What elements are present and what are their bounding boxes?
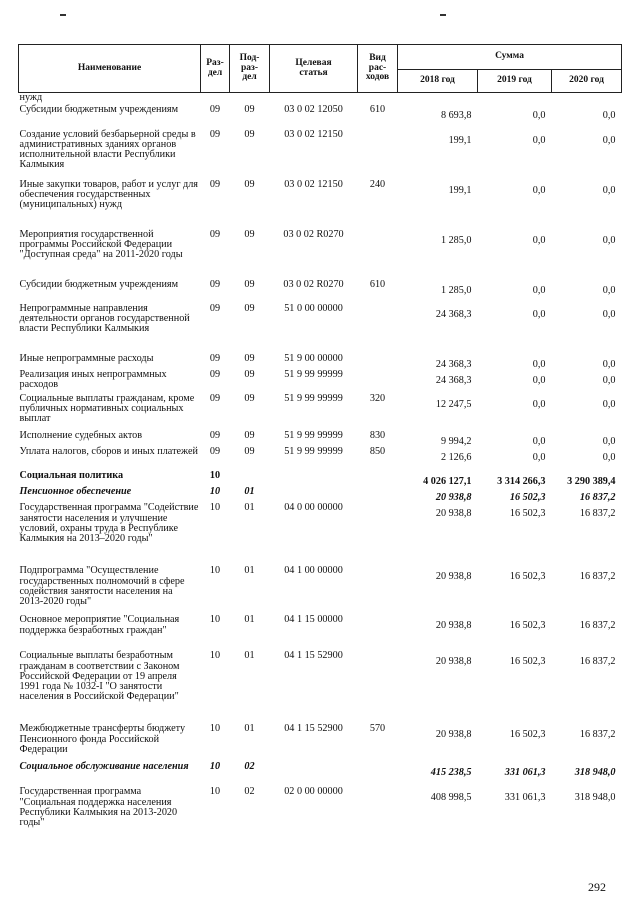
row-section: 10 (209, 502, 221, 514)
row-2020: 318 948,0 (574, 767, 616, 779)
table-row (19, 431, 622, 447)
row-type (358, 304, 398, 354)
row-section: 09 (209, 228, 221, 240)
row-type (358, 130, 398, 180)
row-2019: 0,0 (532, 451, 546, 463)
row-subsection: 09 (244, 278, 255, 290)
row-2018: 20 938,8 (435, 620, 472, 632)
row-2020: 0,0 (602, 374, 616, 386)
row-name: Субсидии бюджетным учреждениям (19, 278, 179, 290)
table-row (19, 615, 622, 651)
row-target: 03 0 02 R0270 (283, 228, 344, 240)
table-row (19, 447, 622, 471)
row-name: нужд (19, 92, 43, 103)
row-2018 (398, 93, 478, 105)
row-section: 09 (209, 103, 221, 115)
row-2018: 20 938,8 (435, 508, 472, 520)
row-section: 10 (209, 469, 221, 481)
row-2019: 0,0 (532, 284, 546, 296)
row-2019: 0,0 (532, 308, 546, 320)
table-row (19, 487, 622, 503)
row-2019: 16 502,3 (509, 729, 546, 741)
row-target (270, 762, 358, 787)
col-header-subsection: Под- раз- дел (230, 45, 270, 93)
row-name: Создание условий безбарьерной среды в административных зданиях органов исполнительной власти Республики Калмыкия (19, 128, 196, 171)
row-2019: 0,0 (532, 358, 546, 370)
row-section: 09 (209, 445, 221, 457)
row-name: Государственная программа "Содействие занятости населения и улучшение условий, охраны труда в Республике Калмыкия на 2013–2020 годы" (19, 502, 199, 544)
table-row (19, 651, 622, 724)
row-2020: 0,0 (602, 134, 616, 146)
row-2020: 318 948,0 (574, 792, 616, 804)
row-section: 10 (209, 565, 221, 577)
table-row (19, 93, 622, 105)
row-name: Иные непрограммные расходы (19, 352, 154, 364)
row-target: 04 1 15 52900 (284, 723, 343, 735)
row-2020: 16 837,2 (579, 508, 616, 520)
row-type: 320 (369, 392, 386, 404)
row-2019: 0,0 (532, 398, 546, 410)
table-row (19, 130, 622, 180)
table-row (19, 230, 622, 280)
table-row (19, 180, 622, 230)
row-2018: 20 938,8 (435, 656, 472, 668)
row-subsection: 09 (244, 128, 255, 140)
row-name: Социальные выплаты гражданам, кроме публичных нормативных социальных выплат (19, 392, 195, 425)
row-2019: 16 502,3 (509, 508, 546, 520)
row-section: 10 (209, 723, 221, 735)
col-header-name: Наименование (19, 45, 201, 93)
row-type (358, 230, 398, 280)
row-2020: 0,0 (602, 284, 616, 296)
row-target: 04 1 15 52900 (284, 650, 343, 662)
row-2018: 1 285,0 (440, 234, 472, 246)
row-subsection: 09 (244, 228, 255, 240)
row-2019: 16 502,3 (509, 620, 546, 632)
row-type (358, 370, 398, 394)
row-2020: 0,0 (602, 435, 616, 447)
row-2020: 0,0 (602, 308, 616, 320)
row-2018: 8 693,8 (440, 109, 472, 121)
row-type (358, 762, 398, 787)
row-2020: 0,0 (602, 109, 616, 121)
row-subsection: 01 (244, 650, 255, 662)
row-type (358, 615, 398, 651)
row-section: 09 (209, 178, 221, 190)
row-name: Субсидии бюджетным учреждениям (19, 103, 179, 115)
table-row (19, 370, 622, 394)
row-2020: 16 837,2 (579, 620, 616, 632)
row-2020: 16 837,2 (579, 492, 616, 504)
row-type (358, 354, 398, 370)
row-2019: 331 061,3 (504, 792, 546, 804)
header-dash-left (60, 14, 66, 16)
row-2019: 0,0 (532, 374, 546, 386)
row-section: 09 (209, 302, 221, 314)
row-subsection (230, 93, 270, 105)
row-subsection: 01 (244, 723, 255, 735)
row-subsection (230, 471, 270, 487)
row-type: 240 (369, 178, 386, 190)
row-target: 04 1 15 00000 (284, 614, 343, 626)
row-section: 10 (209, 486, 221, 498)
row-2020: 0,0 (602, 451, 616, 463)
row-target: 03 0 02 12050 (284, 103, 343, 115)
row-type (358, 651, 398, 724)
row-2020: 0,0 (602, 398, 616, 410)
row-section: 09 (209, 429, 221, 441)
row-type (358, 566, 398, 615)
row-subsection: 09 (244, 302, 255, 314)
row-target: 03 0 02 12150 (284, 178, 343, 190)
row-name: Иные закупки товаров, работ и услуг для обеспечения государственных (муниципальных) нужд (19, 178, 198, 210)
row-target: 51 9 99 99999 (284, 392, 343, 404)
row-target: 04 1 00 00000 (284, 565, 343, 577)
row-name: Межбюджетные трансферты бюджету Пенсионного фонда Российской Федерации (19, 723, 186, 755)
table-row (19, 105, 622, 130)
row-target (270, 471, 358, 487)
row-2019: 0,0 (532, 109, 546, 121)
row-target: 51 9 99 99999 (284, 368, 343, 380)
row-section: 09 (209, 352, 221, 364)
row-type: 610 (369, 103, 386, 115)
row-type (358, 487, 398, 503)
row-2020: 0,0 (602, 358, 616, 370)
row-2020: 0,0 (602, 234, 616, 246)
row-target: 51 0 00 00000 (284, 302, 343, 314)
row-section: 10 (209, 786, 221, 798)
row-target: 03 0 02 12150 (284, 128, 343, 140)
row-2020: 16 837,2 (579, 571, 616, 583)
row-target: 51 9 00 00000 (284, 352, 343, 364)
row-section: 09 (209, 368, 221, 380)
row-2018: 20 938,8 (435, 492, 472, 504)
table-row (19, 724, 622, 762)
row-target (270, 93, 358, 105)
table-row (19, 787, 622, 837)
col-header-sum: Сумма (398, 45, 622, 70)
row-2018: 199,1 (448, 184, 472, 196)
row-section: 10 (209, 614, 221, 626)
col-header-type: Вид рас- ходов (358, 45, 398, 93)
row-2018: 408 998,5 (430, 792, 472, 804)
row-subsection: 09 (244, 103, 255, 115)
row-2019: 16 502,3 (509, 571, 546, 583)
row-2018: 415 238,5 (430, 767, 472, 779)
table-row (19, 566, 622, 615)
row-2019: 0,0 (532, 234, 546, 246)
col-header-2018: 2018 год (398, 70, 478, 93)
table-row (19, 354, 622, 370)
row-2018: 2 126,6 (440, 451, 472, 463)
col-header-section: Раз- дел (201, 45, 230, 93)
row-subsection: 09 (244, 445, 255, 457)
col-header-2020: 2020 год (552, 70, 622, 93)
row-2018: 4 026 127,1 (423, 475, 472, 487)
table-row (19, 280, 622, 304)
row-subsection: 09 (244, 368, 255, 380)
row-subsection: 01 (244, 486, 255, 498)
table-body (19, 93, 622, 838)
row-2018: 20 938,8 (435, 729, 472, 741)
row-subsection: 01 (244, 502, 255, 514)
row-2018: 24 368,3 (435, 374, 472, 386)
row-name: Непрограммные направления деятельности органов государственной власти Республики Калмыкия (19, 302, 190, 334)
row-2018: 9 994,2 (440, 435, 472, 447)
row-section: 10 (209, 650, 221, 662)
row-2018: 12 247,5 (435, 398, 472, 410)
row-2019: 16 502,3 (509, 656, 546, 668)
row-section: 10 (209, 761, 221, 773)
row-subsection: 09 (244, 429, 255, 441)
row-target: 03 0 02 R0270 (283, 278, 344, 290)
row-name: Социальные выплаты безработным гражданам в соответствии с Законом Российской Федерации от 19 апреля 1991 года № 1032-I "О занятости населения в Российской Федерации" (19, 650, 180, 703)
row-name: Исполнение судебных актов (19, 429, 143, 441)
row-2018: 20 938,8 (435, 571, 472, 583)
row-section: 09 (209, 278, 221, 290)
row-name: Государственная программа "Социальная поддержка населения Республики Калмыкия на 2013-2020 годы" (19, 786, 178, 828)
row-target: 51 9 99 99999 (284, 445, 343, 457)
row-2019 (478, 93, 552, 105)
row-2018: 24 368,3 (435, 308, 472, 320)
row-name: Подпрограмма "Осуществление государственных полномочий в сфере содействия занятости населения на 2013-2020 годы" (19, 565, 185, 607)
row-type: 570 (369, 723, 386, 735)
row-2020: 3 290 389,4 (567, 475, 616, 487)
row-2020: 16 837,2 (579, 729, 616, 741)
row-2019: 0,0 (532, 134, 546, 146)
row-type: 610 (369, 278, 386, 290)
row-target: 51 9 99 99999 (284, 429, 343, 441)
col-header-target: Целевая статья (270, 45, 358, 93)
header-dash-right (440, 14, 446, 16)
row-type (358, 503, 398, 566)
row-target (270, 487, 358, 503)
row-type (358, 787, 398, 837)
row-section (201, 93, 230, 105)
row-name: Социальное обслуживание населения (19, 761, 189, 773)
row-subsection: 09 (244, 392, 255, 404)
table-row (19, 762, 622, 787)
row-2020: 0,0 (602, 184, 616, 196)
row-section: 09 (209, 128, 221, 140)
row-2018: 24 368,3 (435, 358, 472, 370)
row-type (358, 93, 398, 105)
row-type: 830 (369, 429, 386, 441)
row-name: Социальная политика (19, 469, 124, 481)
row-name: Пенсионное обеспечение (19, 486, 132, 498)
table-row (19, 304, 622, 354)
row-2019: 0,0 (532, 184, 546, 196)
row-subsection: 01 (244, 614, 255, 626)
row-subsection: 02 (244, 761, 255, 773)
budget-table (18, 44, 622, 837)
row-target: 02 0 00 00000 (284, 786, 343, 798)
row-2019: 0,0 (532, 435, 546, 447)
row-section: 09 (209, 392, 221, 404)
row-2019: 331 061,3 (504, 767, 546, 779)
budget-table-page (18, 44, 621, 837)
row-subsection: 01 (244, 565, 255, 577)
row-subsection: 09 (244, 352, 255, 364)
row-2019: 3 314 266,3 (497, 475, 546, 487)
row-type (358, 471, 398, 487)
row-2018: 199,1 (448, 134, 472, 146)
page-number: 292 (588, 880, 606, 894)
row-subsection: 02 (244, 786, 255, 798)
row-name: Основное мероприятие "Социальная поддержка безработных граждан" (19, 614, 180, 636)
row-subsection: 09 (244, 178, 255, 190)
row-type: 850 (369, 445, 386, 457)
table-row (19, 471, 622, 487)
row-name: Реализация иных непрограммных расходов (19, 368, 167, 390)
row-name: Мероприятия государственной программы Российской Федерации "Доступная среда" на 2011-2020 годы (19, 228, 183, 260)
row-target: 04 0 00 00000 (284, 502, 343, 514)
row-2019: 16 502,3 (509, 492, 546, 504)
row-2020 (552, 93, 622, 105)
col-header-2019: 2019 год (478, 70, 552, 93)
row-2018: 1 285,0 (440, 284, 472, 296)
row-name: Уплата налогов, сборов и иных платежей (19, 445, 198, 457)
row-2020: 16 837,2 (579, 656, 616, 668)
table-row (19, 394, 622, 431)
table-row (19, 503, 622, 566)
